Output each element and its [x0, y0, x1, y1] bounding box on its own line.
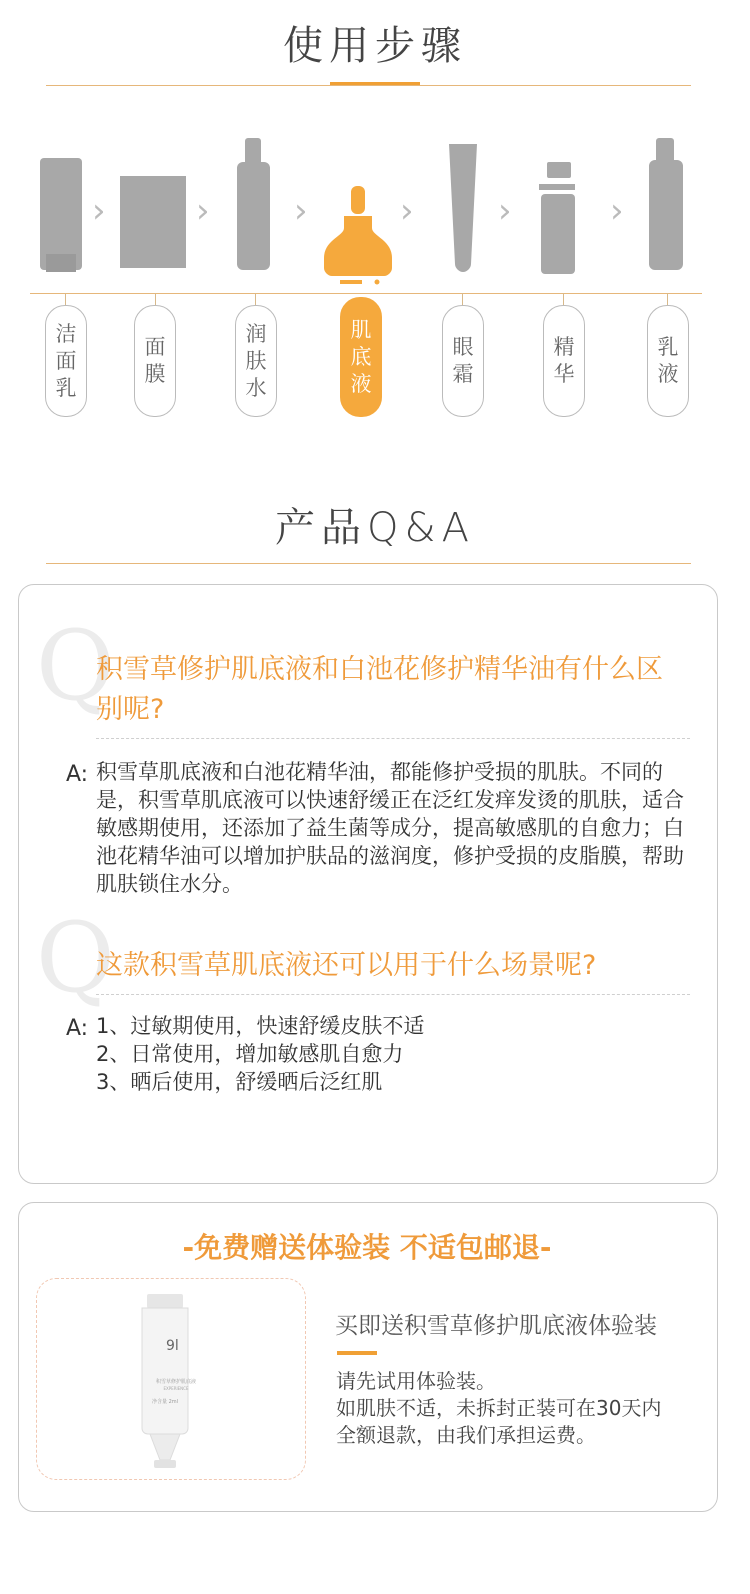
tube-size: 净含量 2ml	[152, 1399, 179, 1405]
chevron-right-icon: ›	[400, 191, 414, 231]
a-mark-2: A:	[66, 1016, 89, 1041]
serum-bottle-icon	[539, 162, 575, 274]
step-label-eye-cream[interactable]	[442, 305, 484, 417]
step-tick	[65, 293, 66, 305]
step-label-mask[interactable]	[134, 305, 176, 417]
step-label-toner[interactable]	[235, 305, 277, 417]
step-label-essence-active[interactable]	[340, 297, 382, 417]
tube-caption: 积雪草修护肌底液	[155, 1379, 196, 1385]
step-label-text: 洁 面 乳	[55, 321, 77, 400]
step-label-text: 精 华	[553, 335, 575, 386]
answer-2-line-1: 1、过敏期使用，快速舒缓皮肤不适	[96, 1014, 425, 1038]
gift-body-line-3: 全额退款，由我们承担运费。	[336, 1423, 596, 1447]
face-mask-icon	[120, 176, 186, 268]
product-row	[0, 130, 750, 290]
toner-bottle-icon	[237, 138, 270, 270]
step-tick	[563, 293, 564, 305]
tube-logo: 9l	[166, 1338, 179, 1354]
q-mark-1: Q	[36, 610, 115, 722]
steps-baseline	[30, 293, 702, 294]
chevron-right-icon: ›	[92, 191, 106, 231]
eye-cream-tube-icon	[449, 144, 477, 272]
answer-2-line-2: 2、日常使用，增加敏感肌自愈力	[96, 1042, 404, 1066]
gift-title: -免费赠送体验装 不适包邮退-	[182, 1231, 552, 1264]
question-2: 这款积雪草肌底液还可以用于什么场景呢?	[96, 950, 597, 981]
qa-title-divider	[46, 563, 691, 564]
step-tick	[667, 293, 668, 305]
chevron-right-icon: ›	[498, 191, 512, 231]
lotion-bottle-icon	[649, 138, 683, 270]
gift-headline: 买即送积雪草修护肌底液体验装	[335, 1313, 657, 1339]
step-label-text: 肌 底 液	[350, 317, 372, 396]
step-label-serum[interactable]	[543, 305, 585, 417]
gift-headline-accent	[337, 1351, 377, 1355]
question-1-divider	[96, 738, 690, 739]
qa-title: 产品Q&A	[274, 505, 476, 551]
dropper-bottle-icon	[324, 186, 392, 285]
gift-body-line-1: 请先试用体验装。	[336, 1369, 496, 1393]
a-mark-1: A:	[66, 762, 89, 787]
chevron-right-icon: ›	[294, 191, 308, 231]
title-divider	[46, 85, 691, 86]
answer-1: 积雪草肌底液和白池花精华油，都能修护受损的肌肤。不同的是，积雪草肌底液可以快速舒缓正在泛红发痒发烫的肌肤，适合敏感期使用，还添加了益生菌等成分，提高敏感肌的自愈力；白池花精华油可以增加护肤品的滋润度，修护受损的皮脂膜，帮助肌肤锁住水分。	[96, 760, 684, 896]
tube-subcaption: EXPERIENCE	[163, 1386, 189, 1391]
chevron-right-icon: ›	[196, 191, 210, 231]
step-label-text: 面 膜	[144, 335, 166, 386]
answer-2-line-3: 3、晒后使用，舒缓晒后泛红肌	[96, 1070, 383, 1094]
gift-body-line-2: 如肌肤不适，未拆封正装可在30天内	[336, 1396, 662, 1420]
title-divider-accent	[330, 82, 420, 85]
question-2-divider	[96, 994, 690, 995]
step-tick	[462, 293, 463, 305]
question-1: 积雪草修护肌底液和白池花修护精华油有什么区别呢?	[96, 654, 663, 725]
q-mark-2: Q	[36, 902, 115, 1014]
step-label-text: 乳 液	[657, 335, 679, 386]
step-tick	[255, 293, 256, 305]
step-label-text: 润 肤 水	[245, 321, 267, 400]
step-label-text: 眼 霜	[452, 335, 474, 386]
step-label-lotion[interactable]	[647, 305, 689, 417]
step-label-cleanser[interactable]	[45, 305, 87, 417]
usage-title: 使用步骤	[283, 23, 467, 69]
chevron-right-icon: ›	[610, 191, 624, 231]
cleanser-tube-icon	[40, 158, 82, 272]
step-tick	[155, 293, 156, 305]
